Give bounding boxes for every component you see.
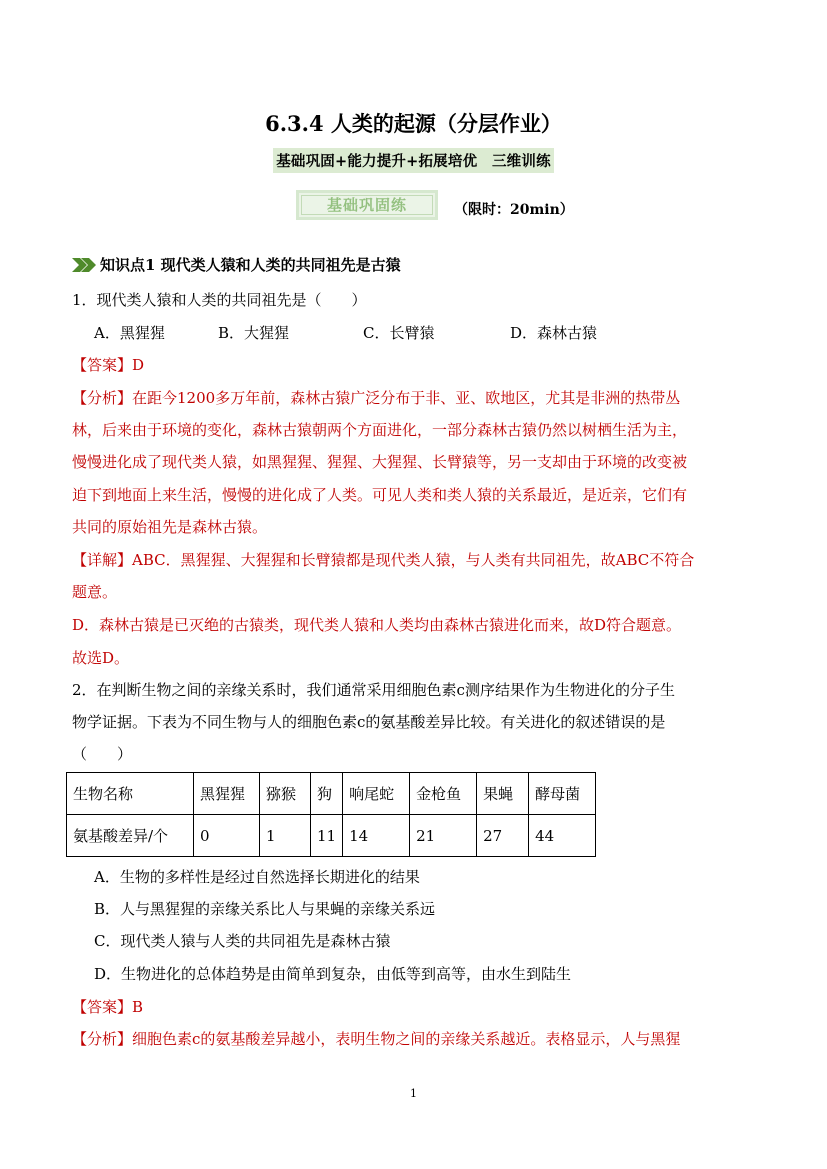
subtitle: 基础巩固+能力提升+拓展培优 三维训练 [273, 148, 554, 173]
knowledge-point-title: 知识点1 现代类人猿和人类的共同祖先是古猿 [100, 256, 401, 274]
table-cell: 生物名称 [67, 773, 194, 815]
table-cell: 酵母菌 [529, 773, 596, 815]
table-row [67, 815, 596, 857]
table-cell: 0 [194, 815, 260, 857]
answer-label: 【答案】 [72, 356, 133, 374]
q1-stem: 1．现代类人猿和人类的共同祖先是（ ） [72, 291, 367, 309]
detail-label: 【详解】 [72, 551, 133, 569]
table-cell: 猕猴 [260, 773, 311, 815]
table-cell: 11 [311, 815, 343, 857]
table-header-row [67, 773, 596, 815]
analysis-text: 在距今1200多万年前，森林古猿广泛分布于非、亚、欧地区，尤其是非洲的热带丛 [132, 389, 681, 407]
analysis-label: 【分析】 [72, 389, 133, 407]
table-cell: 响尾蛇 [343, 773, 410, 815]
detail-text: ABC．黑猩猩、大猩猩和长臂猿都是现代类人猿，与人类有共同祖先，故ABC不符合 [132, 551, 695, 569]
amino-acid-table [66, 772, 596, 857]
q1-analysis-line: 迫下到地面上来生活，慢慢的进化成了人类。可见人类和类人猿的关系最近，是近亲，它们有 [72, 486, 688, 504]
q2-option-b: B．人与黑猩猩的亲缘关系比人与果蝇的亲缘关系远 [94, 900, 436, 918]
q2-option-a: A．生物的多样性是经过自然选择长期进化的结果 [94, 868, 420, 886]
page-number: 1 [410, 1087, 417, 1100]
q1-detail-line: 题意。 [72, 583, 118, 601]
subtitle-wrap [0, 148, 827, 173]
table-cell: 金枪鱼 [410, 773, 477, 815]
q2-option-d: D．生物进化的总体趋势是由简单到复杂，由低等到高等，由水生到陆生 [94, 965, 572, 983]
table-cell: 果蝇 [477, 773, 529, 815]
q1-option-d: D．森林古猿 [510, 324, 598, 342]
table-cell: 黑猩猩 [194, 773, 260, 815]
q2-analysis-line [72, 1029, 680, 1049]
table-cell: 1 [260, 815, 311, 857]
q1-option-b: B．大猩猩 [218, 324, 290, 342]
time-limit: （限时：20min） [454, 202, 574, 218]
analysis-label: 【分析】 [72, 1030, 133, 1048]
table-cell: 氨基酸差异/个 [67, 815, 194, 857]
table-cell: 21 [410, 815, 477, 857]
table-cell: 44 [529, 815, 596, 857]
table-cell: 14 [343, 815, 410, 857]
q2-stem-line: （ ） [72, 745, 133, 763]
q1-detail-line: D．森林古猿是已灭绝的古猿类，现代类人猿和人类均由森林古猿进化而来，故D符合题意。 [72, 616, 682, 634]
answer-label: 【答案】 [72, 998, 133, 1016]
q1-analysis-line [72, 388, 680, 408]
q1-option-c: C．长臂猿 [363, 324, 435, 342]
badge-label: 基础巩固练 [326, 196, 407, 214]
q1-analysis-line: 林，后来由于环境的变化，森林古猿朝两个方面进化，一部分森林古猿仍然以树栖生活为主， [72, 421, 688, 439]
double-arrow-icon [72, 258, 96, 272]
q1-analysis-line: 共同的原始祖先是森林古猿。 [72, 518, 268, 536]
q1-answer [72, 355, 144, 375]
level-badge [296, 190, 438, 220]
q1-detail-line [72, 550, 694, 570]
answer-value: D [132, 356, 145, 374]
knowledge-point-heading [72, 254, 401, 275]
q2-stem-line: 2．在判断生物之间的亲缘关系时，我们通常采用细胞色素c测序结果作为生物进化的分子生 [72, 681, 675, 699]
q2-stem-line: 物学证据。下表为不同生物与人的细胞色素c的氨基酸差异比较。有关进化的叙述错误的是 [72, 713, 666, 731]
q2-option-c: C．现代类人猿与人类的共同祖先是森林古猿 [94, 932, 391, 950]
answer-value: B [132, 998, 144, 1016]
q1-options [94, 323, 597, 343]
q1-analysis-line: 慢慢进化成了现代类人猿，如黑猩猩、猩猩、大猩猩、长臂猿等，另一支却由于环境的改变被 [72, 453, 688, 471]
table-cell: 狗 [311, 773, 343, 815]
table-cell: 27 [477, 815, 529, 857]
analysis-text: 细胞色素c的氨基酸差异越小，表明生物之间的亲缘关系越近。表格显示，人与黑猩 [132, 1030, 681, 1048]
q2-answer [72, 997, 143, 1017]
q1-option-a: A．黑猩猩 [94, 324, 165, 342]
page-title: 6.3.4 人类的起源（分层作业） [265, 111, 562, 136]
q1-detail-line: 故选D。 [72, 649, 130, 667]
